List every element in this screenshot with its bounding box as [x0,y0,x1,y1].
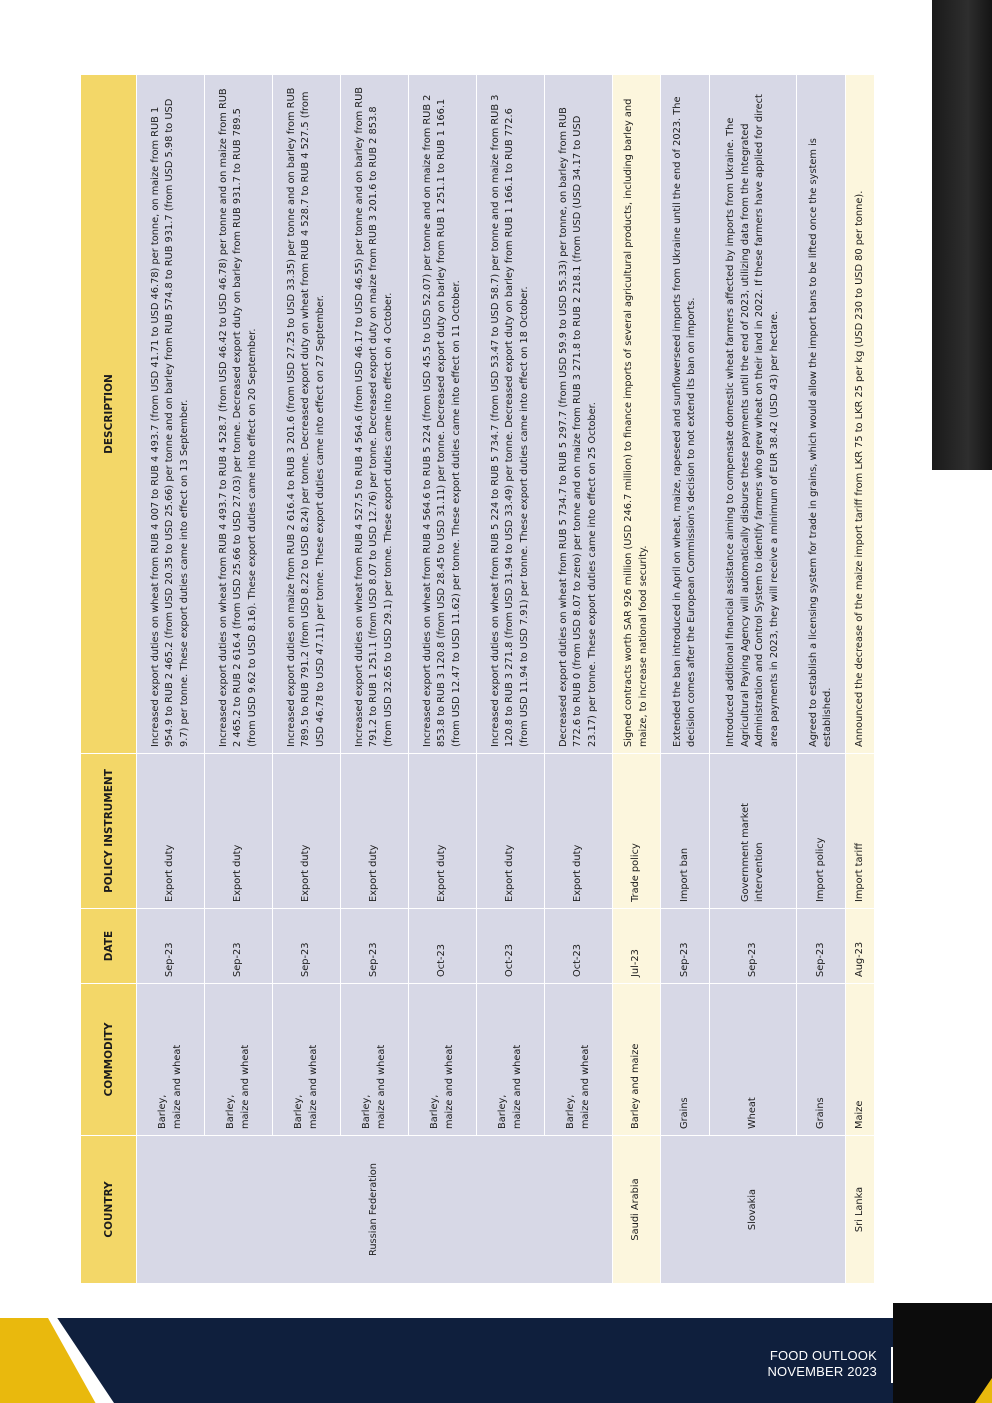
table-row [661,75,709,1284]
commodity-cell: Barley and maize [613,984,661,1136]
instrument-cell: Export duty [477,754,545,909]
side-decorative-bar [932,0,992,470]
instrument-cell: Export duty [137,754,205,909]
header-policy-instrument: POLICY INSTRUMENT [81,754,137,909]
policy-measures-table [80,74,875,1284]
commodity-cell: Grains [797,984,845,1136]
commodity-cell: Barley, maize and wheat [341,984,409,1136]
commodity-cell: Barley, maize and wheat [205,984,273,1136]
table-row [137,75,205,1284]
date-cell: Oct-23 [545,909,613,984]
table-row [477,75,545,1284]
description-cell: Decreased export duties on wheat from RUB 5 734.7 to RUB 5 297.7 (from USD 59.9 to USD 55.33) per tonne, on barley from RUB 772.6 to RUB 0 (from USD 8.07 to zero) per tonne and on maize from RUB 3 271.8 to RUB 2 218.1 (from USD (USD 34.17 to USD 23.17) per tonne. These export duties came into effect on 25 October. [545,75,613,754]
date-cell: Jul-23 [613,909,661,984]
footer-band [0,1318,893,1403]
country-cell: Russian Federation [137,1136,613,1284]
commodity-cell: Wheat [709,984,797,1136]
date-cell: Sep-23 [797,909,845,984]
description-cell: Increased export duties on wheat from RUB 4 527.5 to RUB 4 564.6 (from USD 46.17 to USD 46.55) per tonne and on barley from RUB 791.2 to RUB 1 251.1 (from USD 8.07 to USD 12.76) per tonne. Decreased export duty on maize from RUB 3 201.6 to RUB 2 853.8 (from USD 32.65 to USD 29.1) per tonne. These export duties came into effect on 4 October. [341,75,409,754]
commodity-cell: Barley, maize and wheat [137,984,205,1136]
table-row [341,75,409,1284]
instrument-cell: Export duty [341,754,409,909]
footer-divider [891,1347,893,1383]
table-row [273,75,341,1284]
date-cell: Sep-23 [661,909,709,984]
instrument-cell: Export duty [409,754,477,909]
date-cell: Oct-23 [477,909,545,984]
commodity-cell: Barley, maize and wheat [409,984,477,1136]
date-cell: Sep-23 [709,909,797,984]
description-cell: Increased export duties on wheat from RUB 5 224 to RUB 5 734.7 (from USD 53.47 to USD 58.7) per tonne and on maize from RUB 3 120.8 to RUB 3 271.8 (from USD 31.94 to USD 33.49) per tonne. Decreased export duty on barley from RUB 1 166.1 to RUB 772.6 (from USD 11.94 to USD 7.91) per tonne. These export duties came into effect on 18 October. [477,75,545,754]
instrument-cell: Import policy [797,754,845,909]
description-cell: Agreed to establish a licensing system for trade in grains, which would allow the import bans to be lifted once the system is established. [797,75,845,754]
description-cell: Announced the decrease of the maize import tariff from LKR 75 to LKR 25 per kg (USD 230 to USD 80 per tonne). [845,75,874,754]
footer-title: FOOD OUTLOOK [769,1348,877,1363]
date-cell: Oct-23 [409,909,477,984]
description-cell: Increased export duties on maize from RUB 2 616.4 to RUB 3 201.6 (from USD 27.25 to USD 33.35) per tonne and on barley from RUB 789.5 to RUB 791.2 (from USD 8.22 to USD 8.24) per tonne. Decreased export duty on wheat from RUB 4 528.7 to RUB 4 527.5 (from USD 46.78 to USD 47.11) per tonne. These export duties came into effect on 27 September. [273,75,341,754]
header-description: DESCRIPTION [81,75,137,754]
corner-decorative-block [893,1303,992,1403]
instrument-cell: Export duty [273,754,341,909]
footer-date: NOVEMBER 2023 [767,1364,877,1379]
description-cell: Extended the ban introduced in April on wheat, maize, rapeseed and sunflowerseed imports from Ukraine until the end of 2023. The decision comes after the European Commission's decision to not extend its ban on imports. [661,75,709,754]
table-row [409,75,477,1284]
header-commodity: COMMODITY [81,984,137,1136]
policy-table-rotated [80,75,875,1284]
table-row [845,75,874,1284]
commodity-cell: Barley, maize and wheat [477,984,545,1136]
description-cell: Signed contracts worth SAR 926 million (USD 246.7 million) to finance imports of several agricultural products, including barley and maize, to increase national food security. [613,75,661,754]
table-row [709,75,797,1284]
header-country: COUNTRY [81,1136,137,1284]
country-cell: Saudi Arabia [613,1136,661,1284]
instrument-cell: Trade policy [613,754,661,909]
description-cell: Increased export duties on wheat from RUB 4 007 to RUB 4 493.7 (from USD 41.71 to USD 46.78) per tonne, on maize from RUB 1 954.9 to RUB 2 465.2 (from USD 20.35 to USD 25.66) per tonne and on barley from RUB 574.8 to RUB 931.7 (from USD 5.98 to USD 9.7) per tonne. These export duties came into effect on 13 September. [137,75,205,754]
table-row [613,75,661,1284]
date-cell: Sep-23 [205,909,273,984]
commodity-cell: Barley, maize and wheat [545,984,613,1136]
instrument-cell: Export duty [205,754,273,909]
date-cell: Sep-23 [137,909,205,984]
date-cell: Sep-23 [341,909,409,984]
instrument-cell: Import ban [661,754,709,909]
instrument-cell: Export duty [545,754,613,909]
table-header-row [81,75,137,1284]
instrument-cell: Government market intervention [709,754,797,909]
commodity-cell: Maize [845,984,874,1136]
table-row [545,75,613,1284]
country-cell: Sri Lanka [845,1136,874,1284]
country-cell: Slovakia [661,1136,845,1284]
footer-publication-label [767,1348,877,1380]
date-cell: Aug-23 [845,909,874,984]
commodity-cell: Grains [661,984,709,1136]
instrument-cell: Import tariff [845,754,874,909]
description-cell: Introduced additional financial assistance aiming to compensate domestic wheat farmers affected by imports from Ukraine. The Agricultural Paying Agency will automatically disburse these payments until the end of 2023, utilizing data from the Integrated Administration and Control System to identify farmers who grew wheat on their land in 2022. If these farmers have applied for direct area payments in 2023, they will receive a minimum of EUR 38.42 (USD 43) per hectare. [709,75,797,754]
date-cell: Sep-23 [273,909,341,984]
description-cell: Increased export duties on wheat from RUB 4 493.7 to RUB 4 528.7 (from USD 46.42 to USD 46.78) per tonne and on maize from RUB 2 465.2 to RUB 2 616.4 (from USD 25.66 to USD 27.03) per tonne. Decreased export duty on barley from RUB 931.7 to RUB 789.5 (from USD 9.62 to USD 8.16). These export duties came into effect on 20 September. [205,75,273,754]
table-row [797,75,845,1284]
table-row [205,75,273,1284]
description-cell: Increased export duties on wheat from RUB 4 564.6 to RUB 5 224 (from USD 45.5 to USD 52.07) per tonne and on maize from RUB 2 853.8 to RUB 3 120.8 (from USD 28.45 to USD 31.11) per tonne. Decreased export duty on barley from RUB 1 251.1 to RUB 1 166.1 (from USD 12.47 to USD 11.62) per tonne. These export duties came into effect on 11 October. [409,75,477,754]
commodity-cell: Barley, maize and wheat [273,984,341,1136]
header-date: DATE [81,909,137,984]
